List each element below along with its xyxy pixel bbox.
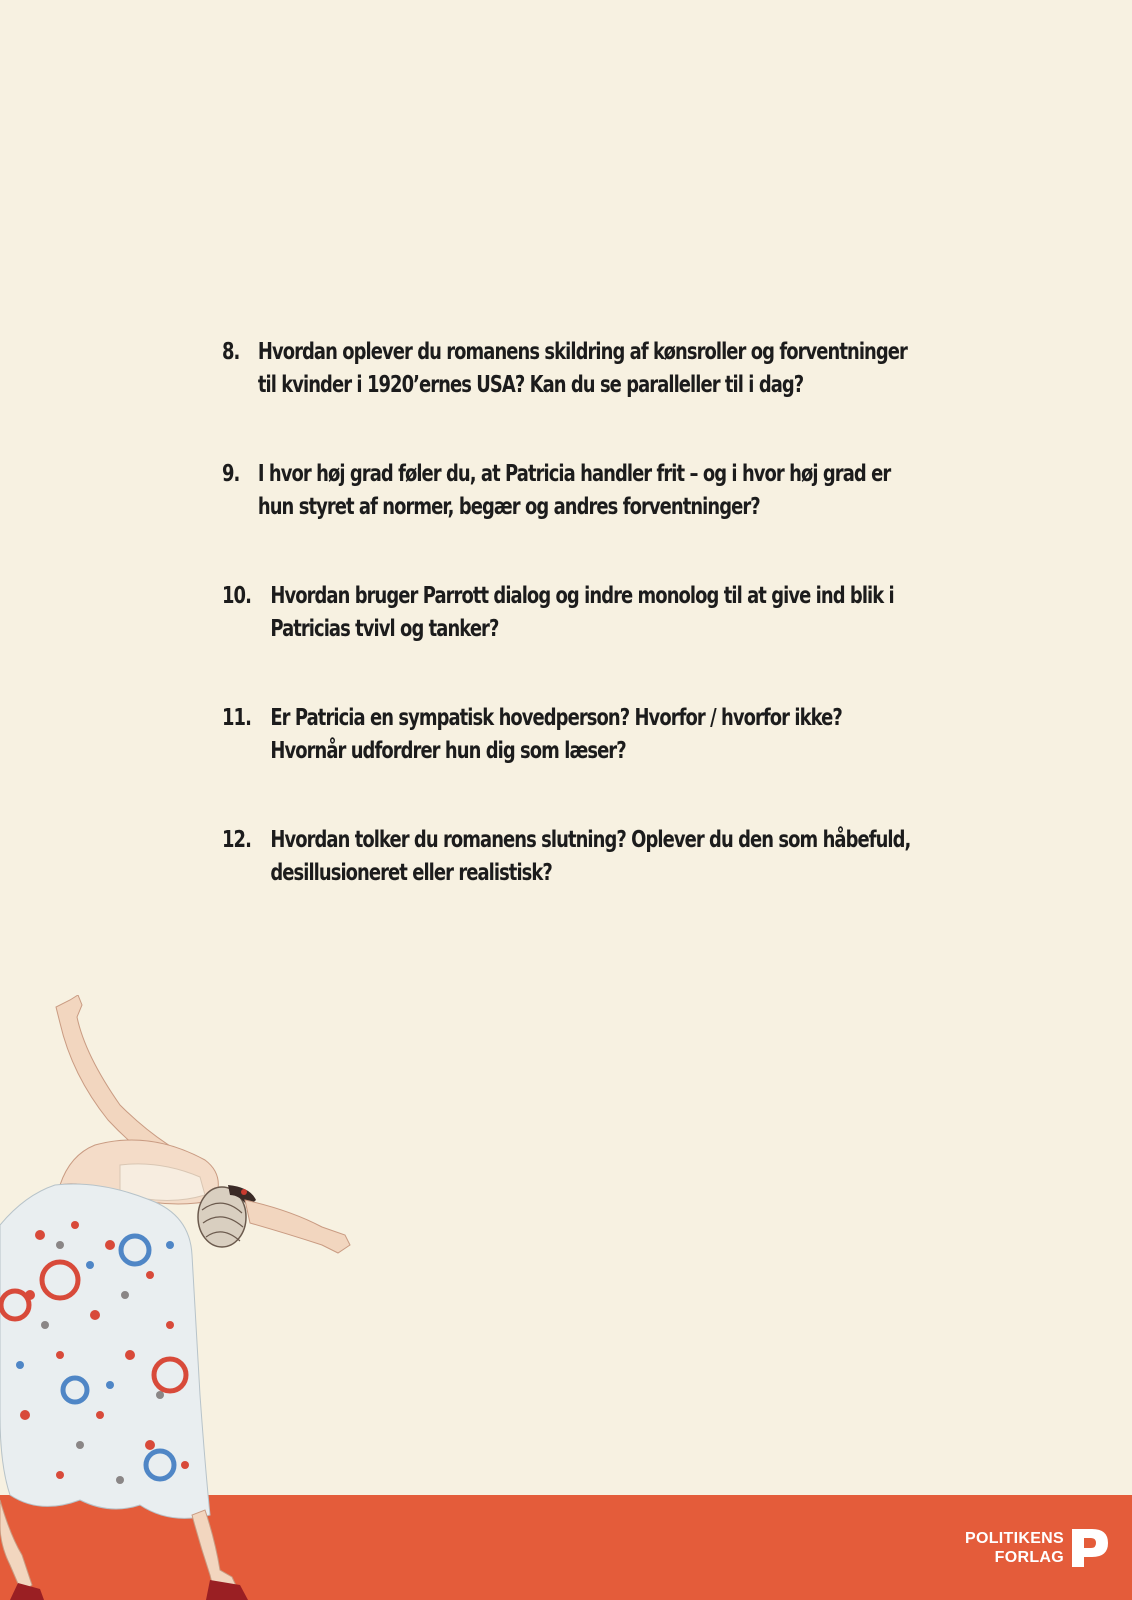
question-text: I hvor høj grad føler du, at Patricia handler frit – og i hvor høj grad er hun styret af normer, begær og andres forventninger? xyxy=(257,461,891,520)
question-text: Hvordan tolker du romanens slutning? Oplever du den som håbefuld, desillusioneret eller realistisk? xyxy=(270,827,911,886)
question-text: Er Patricia en sympatisk hovedperson? Hvorfor / hvorfor ikke? Hvornår udfordrer hun dig som læser? xyxy=(270,705,842,764)
question-number: 11. xyxy=(222,705,251,731)
question-text: Hvordan bruger Parrott dialog og indre monolog til at give ind blik i Patricias tvivl og tanker? xyxy=(270,583,894,642)
question-11 xyxy=(222,702,922,768)
dancer-illustration-icon xyxy=(0,995,370,1600)
question-number: 8. xyxy=(222,339,240,365)
publisher-logo xyxy=(965,1527,1110,1569)
question-number: 12. xyxy=(222,827,251,853)
question-9 xyxy=(222,458,922,524)
publisher-line-1: POLITIKENS xyxy=(964,1530,1064,1547)
publisher-p-icon xyxy=(1070,1527,1110,1569)
question-12 xyxy=(222,824,922,890)
question-number: 10. xyxy=(222,583,251,609)
question-text: Hvordan oplever du romanens skildring af kønsroller og forventninger til kvinder i 1920’ernes USA? Kan du se paralleller til i dag? xyxy=(257,339,907,398)
question-8 xyxy=(222,336,922,402)
publisher-name xyxy=(965,1529,1064,1567)
question-number: 9. xyxy=(222,461,240,487)
publisher-line-2: FORLAG xyxy=(994,1549,1064,1566)
question-10 xyxy=(222,580,922,646)
discussion-questions xyxy=(222,336,922,946)
